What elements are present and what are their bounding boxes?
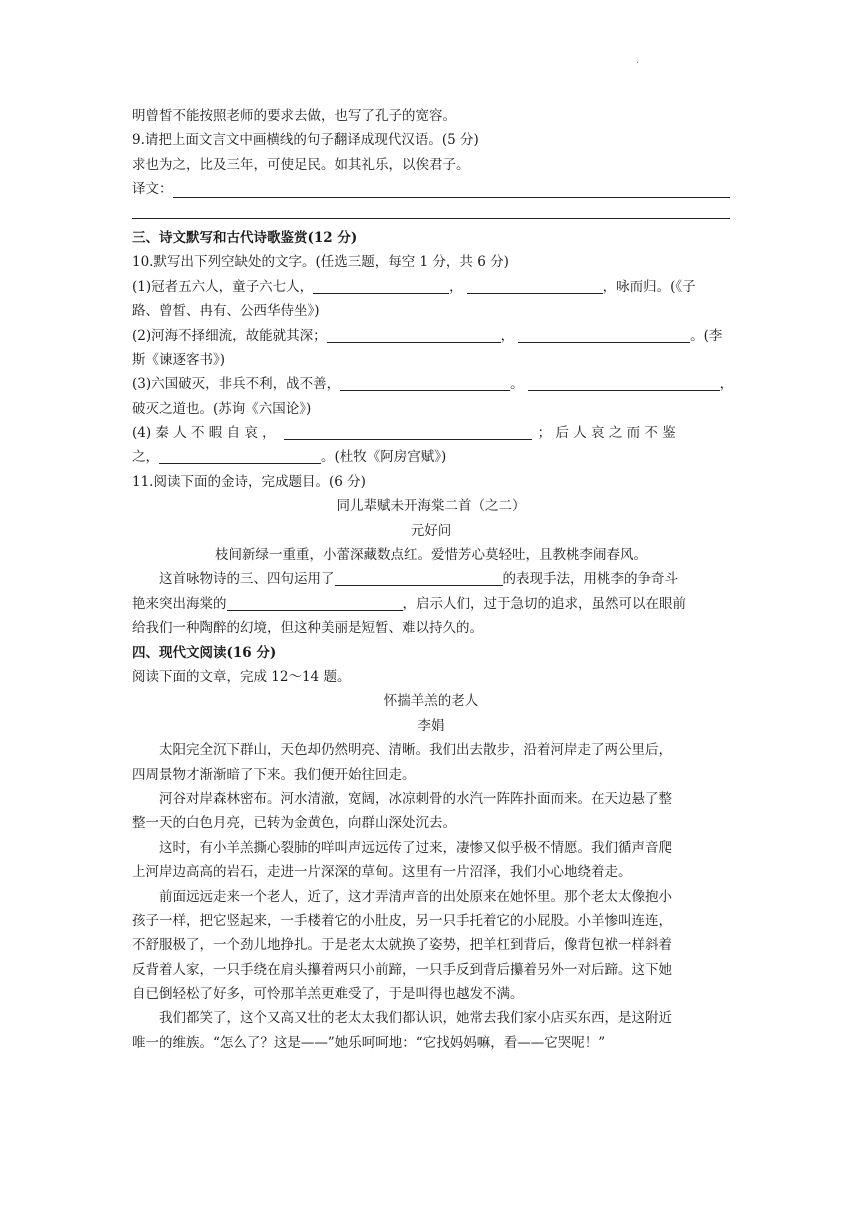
text-line: 明曾皙不能按照老师的要求去做，也写了孔子的宽容。: [132, 108, 456, 124]
answer-blank[interactable]: [313, 278, 449, 294]
paragraph-line: 唯一的维族。“怎么了？这是——”她乐呵呵地：“它找妈妈嘛，看——它哭呢！”: [132, 1034, 606, 1051]
section-4-heading: 四、现代文阅读(16 分): [132, 644, 277, 661]
translation-line: [132, 177, 730, 201]
text-line: 斯《谏逐客书》): [132, 351, 226, 368]
question-10-4: [132, 421, 730, 445]
text: ，启示人们，过于急切的追求，虽然可以在眼前: [402, 595, 686, 612]
poem-author: 元好问: [410, 522, 452, 539]
paragraph-line: 孩子一样，把它竖起来，一手楼着它的小肚皮，另一只手托着它的小屁股。小羊惨叫连连，: [132, 912, 672, 929]
answer-blank[interactable]: [284, 424, 532, 440]
answer-blank[interactable]: [173, 182, 731, 198]
text: (1)冠者五六人，童子六七人，: [132, 278, 314, 295]
paragraph-line: 我们都笑了，这个又高又壮的老太太我们都认识，她常去我们家小店买东西，是这附近: [159, 1010, 672, 1027]
translation-label: 译文：: [132, 181, 173, 198]
answer-blank[interactable]: [132, 218, 730, 219]
paragraph-line: 四周景物才渐渐暗了下来。我们便开始往回走。: [132, 766, 416, 783]
text: 之，: [132, 449, 159, 466]
question-11: 11.阅读下面的金诗，完成题目。(6 分): [132, 473, 366, 490]
text-line: 破灭之道也。(苏询《六国论》): [132, 400, 312, 417]
text: (2)河海不择细流，故能就其深；: [132, 327, 327, 344]
article-author: 李娟: [417, 717, 445, 734]
question-10-3: [132, 372, 734, 396]
question-11-prompt-cont: [132, 592, 730, 616]
corner-mark: ·: [636, 58, 640, 69]
text: 。(杜牧《阿房宫赋》): [321, 449, 447, 466]
text: ，: [719, 376, 734, 393]
question-10-1: [132, 275, 730, 299]
text-line: 路、曾皙、冉有、公西华侍坐》): [132, 303, 320, 320]
article-title: 怀揣羊羔的老人: [383, 693, 479, 710]
answer-blank[interactable]: [335, 570, 503, 586]
question-9: 9.请把上面文言文中画横线的句子翻译成现代汉语。(5 分): [132, 132, 479, 149]
paragraph-line: 整一天的白色月亮，已转为金黄色，向群山深处沉去。: [132, 815, 456, 832]
answer-blank[interactable]: [518, 327, 690, 343]
text: 。(李: [690, 327, 723, 344]
answer-blank[interactable]: [227, 595, 403, 611]
answer-blank[interactable]: [327, 327, 501, 343]
text: ，: [500, 327, 515, 344]
section-3-heading: 三、诗文默写和古代诗歌鉴赏(12 分): [132, 229, 358, 246]
question-11-prompt: [132, 567, 730, 591]
paragraph-line: 反背着人家，一只手绕在肩头攥着两只小前蹄，一只手反到背后攥着另外一对后蹄。这下她: [132, 961, 672, 978]
question-10-2: [132, 324, 730, 348]
answer-blank[interactable]: [159, 448, 321, 464]
section-4-intro: 阅读下面的文章，完成 12～14 题。: [132, 668, 351, 685]
text: 艳来突出海棠的: [132, 595, 227, 612]
answer-blank[interactable]: [467, 278, 603, 294]
poem-body: 枝间新绿一重重，小蕾深藏数点红。爱惜芳心莫轻吐，且教桃李闹春风。: [215, 547, 647, 564]
text: (4) 秦 人 不 暇 自 哀 ，: [132, 425, 276, 442]
paragraph-line: 自已倒轻松了好多，可怜那羊羔更难受了，于是叫得也越发不满。: [132, 986, 524, 1003]
paragraph-line: 不舒服极了，一个劲儿地挣扎。于是老太太就换了姿势，把羊杠到背后，像背包袱一样斜着: [132, 937, 672, 954]
text-line: 给我们一种陶醉的幻境，但这种美丽是短暂、难以持久的。: [132, 620, 483, 637]
answer-blank[interactable]: [528, 375, 720, 391]
question-9-sentence: 求也为之，比及三年，可使足民。如其礼乐，以俟君子。: [132, 156, 470, 173]
answer-blank[interactable]: [340, 375, 510, 391]
exam-page: [132, 104, 734, 1055]
text: 。: [510, 376, 524, 393]
question-10-4-cont: [132, 445, 730, 469]
text: ，: [449, 278, 463, 295]
paragraph-line: 前面远远走来一个老人，近了，这才弄清声音的出处原来在她怀里。那个老太太像抱小: [159, 888, 672, 905]
poem-title: 同儿辈赋未开海棠二首（之二）: [336, 498, 526, 515]
text: 的表现手法，用桃李的争奇斗: [502, 571, 678, 588]
question-10: 10.默写出下列空缺处的文字。(任选三题，每空 1 分，共 6 分): [132, 254, 509, 271]
text: 这首咏物诗的三、四句运用了: [159, 571, 335, 588]
text: ，咏而归。(《子: [602, 278, 696, 295]
text: (3)六国破灭，非兵不利，战不善，: [132, 376, 341, 393]
answer-line-wrap: [132, 202, 730, 226]
paragraph-line: 河谷对岸森林密布。河水清澈，宽阔，冰凉刺骨的水汽一阵阵扑面而来。在天边悬了整: [159, 790, 672, 807]
paragraph-line: 上河岸边高高的岩石，走进一片深深的草甸。这里有一片沼泽，我们小心地绕着走。: [132, 864, 632, 881]
paragraph-line: 这时，有小羊羔撕心裂肺的咩叫声远远传了过来，凄惨又似乎极不情愿。我们循声音爬: [159, 839, 672, 856]
paragraph-line: 太阳完全沉下群山，天色却仍然明亮、清晰。我们出去散步，沿着河岸走了两公里后，: [159, 742, 672, 759]
text: ； 后 人 哀 之 而 不 鉴: [537, 425, 676, 442]
